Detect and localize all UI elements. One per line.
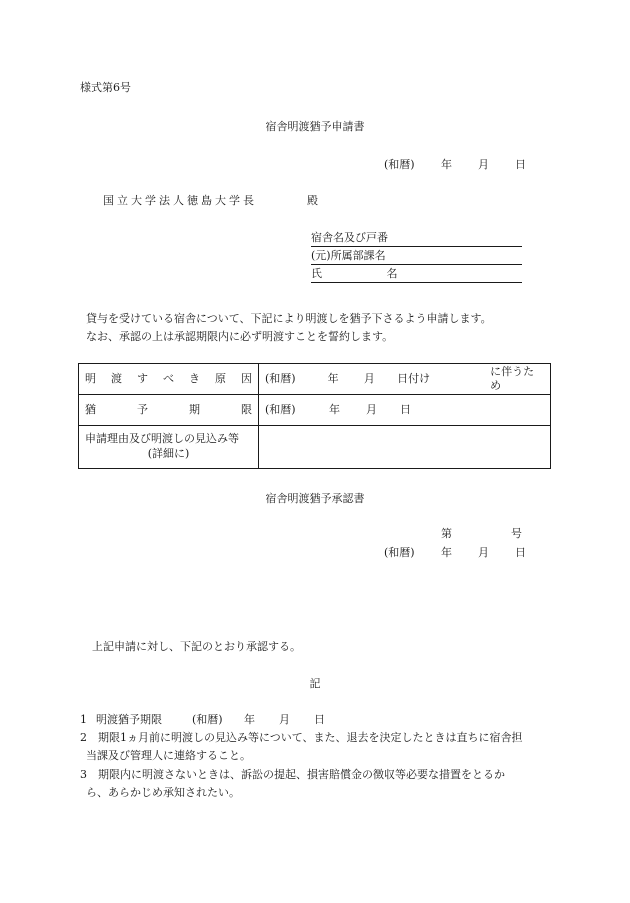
reason-char: す bbox=[137, 372, 148, 386]
reason-char: 明 bbox=[85, 372, 96, 386]
department-label: (元)所属部課名 bbox=[311, 249, 386, 262]
reason-char: き bbox=[189, 372, 200, 386]
date-month: 月 bbox=[478, 158, 489, 171]
application-body-line1: 貸与を受けている宿舎について、下記により明渡しを猶予下さるよう申請します。 bbox=[86, 312, 492, 325]
reason-char: 原 bbox=[215, 372, 226, 386]
reason-era: (和暦) bbox=[265, 372, 296, 386]
date-year: 年 bbox=[441, 158, 452, 171]
reason-char: べ bbox=[163, 372, 174, 386]
application-date bbox=[384, 158, 526, 172]
reasons-label-line1: 申請理由及び明渡しの見込み等 bbox=[85, 432, 239, 446]
number-prefix: 第 bbox=[441, 527, 452, 540]
item-1 bbox=[80, 713, 325, 727]
approval-title: 宿舎明渡猶予承認書 bbox=[265, 492, 365, 505]
item1-label: 明渡猶予期限 bbox=[96, 713, 162, 726]
housing-label: 宿舎名及び戸番 bbox=[311, 231, 388, 244]
deadline-day: 日 bbox=[400, 403, 411, 417]
addressee: 国立大学法人徳島大学長 bbox=[103, 194, 257, 207]
housing-field[interactable] bbox=[311, 231, 522, 247]
reasons-value[interactable] bbox=[259, 426, 551, 469]
number-suffix: 号 bbox=[511, 527, 522, 540]
reason-label bbox=[79, 364, 259, 395]
date-era: (和暦) bbox=[384, 158, 415, 171]
deadline-char: 限 bbox=[241, 403, 252, 417]
reason-suffix: に伴うため bbox=[490, 365, 535, 392]
name-label-a: 氏 bbox=[311, 267, 322, 280]
item1-day: 日 bbox=[314, 713, 325, 726]
approval-body: 上記申請に対し、下記のとおり承認する。 bbox=[92, 640, 301, 653]
reason-month: 月 bbox=[363, 372, 375, 386]
table-row-deadline bbox=[79, 395, 551, 426]
date-day: 日 bbox=[515, 158, 526, 171]
form-number: 様式第6号 bbox=[80, 81, 131, 94]
reasons-label-line2: (詳細に) bbox=[147, 447, 190, 460]
table-row-reasons bbox=[79, 426, 551, 469]
department-field[interactable] bbox=[311, 249, 522, 265]
item1-year: 年 bbox=[244, 713, 255, 726]
honorific: 殿 bbox=[307, 194, 318, 207]
item1-era: (和暦) bbox=[192, 713, 223, 726]
deadline-char: 期 bbox=[189, 403, 200, 417]
date-year: 年 bbox=[441, 546, 452, 559]
application-table bbox=[78, 363, 551, 469]
item1-month: 月 bbox=[279, 713, 290, 726]
approval-number bbox=[441, 527, 522, 541]
deadline-year: 年 bbox=[329, 403, 340, 417]
deadline-char: 猶 bbox=[85, 403, 96, 417]
reason-char: 渡 bbox=[111, 372, 122, 386]
date-era: (和暦) bbox=[384, 546, 415, 559]
reason-date: 日付け bbox=[397, 372, 431, 386]
table-row-reason bbox=[79, 364, 551, 395]
date-day: 日 bbox=[515, 546, 526, 559]
deadline-label bbox=[79, 395, 259, 426]
application-title: 宿舎明渡猶予申請書 bbox=[265, 120, 365, 133]
item-2-line2: 当課及び管理人に連絡すること。 bbox=[86, 749, 251, 762]
reason-value[interactable] bbox=[259, 364, 551, 395]
name-field[interactable] bbox=[311, 267, 522, 283]
item1-num: 1 bbox=[80, 713, 87, 726]
item-3-line2: ら、あらかじめ承知されたい。 bbox=[86, 786, 240, 799]
deadline-era: (和暦) bbox=[265, 403, 296, 417]
reason-year: 年 bbox=[327, 372, 339, 386]
date-month: 月 bbox=[478, 546, 489, 559]
approval-date bbox=[384, 546, 526, 560]
reason-char: 因 bbox=[241, 372, 252, 386]
deadline-month: 月 bbox=[366, 403, 377, 417]
deadline-char: 予 bbox=[137, 403, 148, 417]
item-2-line1: 2 期限1ヵ月前に明渡しの見込み等について、また、退去を決定したときは直ちに宿舎担 bbox=[80, 731, 523, 744]
deadline-value[interactable] bbox=[259, 395, 551, 426]
name-label-b: 名 bbox=[386, 267, 398, 280]
application-body-line2: なお、承認の上は承認期限内に必ず明渡すことを誓約します。 bbox=[86, 330, 394, 343]
ki-heading: 記 bbox=[309, 677, 321, 690]
reasons-label bbox=[79, 426, 259, 469]
item-3-line1: 3 期限内に明渡さないときは、訴訟の提起、損害賠償金の徴収等必要な措置をとるか bbox=[80, 768, 505, 781]
